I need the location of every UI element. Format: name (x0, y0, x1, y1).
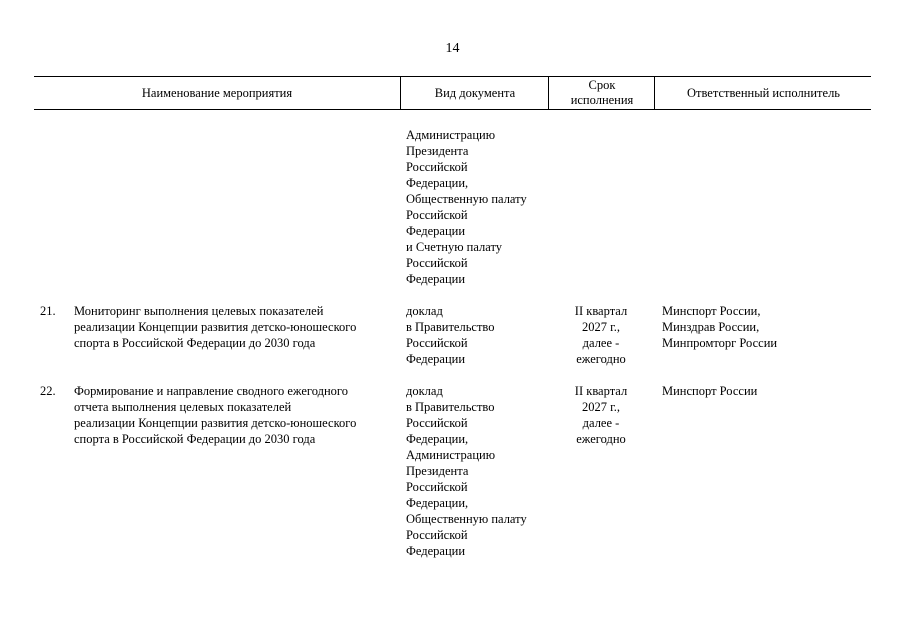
row-number: 21. (40, 304, 56, 318)
row-executor: Минспорт России, Минздрав России, Минпромторг России (662, 304, 778, 350)
header-term: Срок исполнения (548, 77, 655, 109)
row-name: Мониторинг выполнения целевых показателей реализации Концепции развития детско-юношеского спорта в Российской Федерации до 2030 года (74, 304, 357, 350)
row-name: Формирование и направление сводного ежегодного отчета выполнения целевых показателей реализации Концепции развития детско-юношеского спорта в Российской Федерации до 2030 года (74, 384, 357, 446)
table-header (34, 76, 871, 110)
row-term: II квартал 2027 г., далее - ежегодно (574, 384, 628, 446)
row-term: II квартал 2027 г., далее - ежегодно (574, 304, 628, 366)
page-number: 14 (445, 41, 460, 56)
row-executor: Минспорт России (662, 384, 758, 398)
row-document: доклад в Правительство Российской Федерации, Администрацию Президента Российской Федерации, Общественную палату Российской Федерации (406, 384, 527, 558)
header-executor: Ответственный исполнитель (654, 77, 872, 109)
row-document: доклад в Правительство Российской Федерации (406, 304, 495, 366)
row-number: 22. (40, 384, 56, 398)
header-row (34, 76, 871, 110)
continuation-document: Администрацию Президента Российской Федерации, Общественную палату Российской Федерации и Счетную палату Российской Федерации (406, 128, 527, 286)
header-document: Вид документа (400, 77, 549, 109)
header-name: Наименование мероприятия (141, 85, 293, 100)
